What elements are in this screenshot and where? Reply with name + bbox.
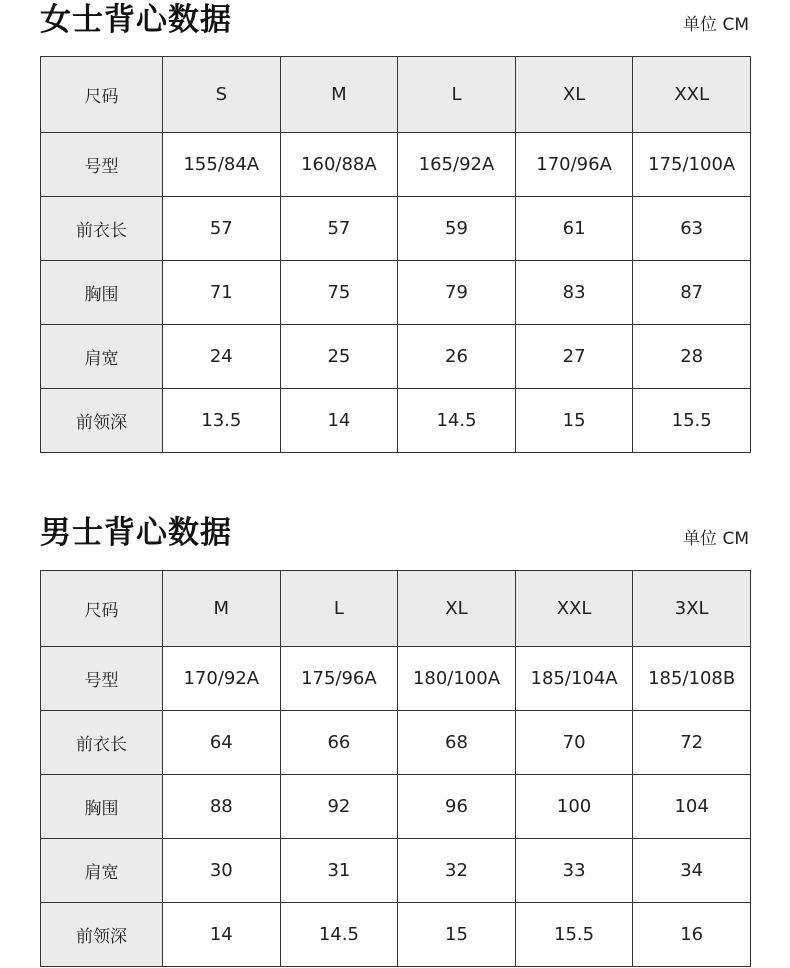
size-header-cell: L xyxy=(280,571,398,647)
table-cell: 92 xyxy=(280,775,398,839)
men-unit-label: 单位 CM xyxy=(683,529,749,549)
table-row xyxy=(41,647,751,711)
table-cell: 170/96A xyxy=(515,133,633,197)
size-header-row xyxy=(41,571,751,647)
table-cell: 66 xyxy=(280,711,398,775)
table-cell: 83 xyxy=(515,261,633,325)
men-section-title: 男士背心数据 xyxy=(40,515,232,551)
table-cell: 15 xyxy=(398,903,516,967)
table-cell: 185/104A xyxy=(515,647,633,711)
table-cell: 72 xyxy=(633,711,751,775)
size-header-cell: XXL xyxy=(633,57,751,133)
table-cell: 175/100A xyxy=(633,133,751,197)
table-cell: 61 xyxy=(515,197,633,261)
table-cell: 79 xyxy=(398,261,516,325)
row-label: 号型 xyxy=(41,647,163,711)
table-cell: 14.5 xyxy=(398,389,516,453)
size-header-row xyxy=(41,57,751,133)
row-label: 胸围 xyxy=(41,775,163,839)
size-header-cell: 3XL xyxy=(633,571,751,647)
table-cell: 25 xyxy=(280,325,398,389)
table-cell: 165/92A xyxy=(398,133,516,197)
table-cell: 30 xyxy=(163,839,281,903)
table-cell: 16 xyxy=(633,903,751,967)
table-cell: 57 xyxy=(280,197,398,261)
table-cell: 68 xyxy=(398,711,516,775)
table-cell: 15.5 xyxy=(633,389,751,453)
table-cell: 155/84A xyxy=(163,133,281,197)
table-cell: 87 xyxy=(633,261,751,325)
table-cell: 15 xyxy=(515,389,633,453)
table-row xyxy=(41,839,751,903)
table-cell: 24 xyxy=(163,325,281,389)
table-row xyxy=(41,903,751,967)
table-cell: 14 xyxy=(280,389,398,453)
size-header-label: 尺码 xyxy=(41,571,163,647)
size-header-cell: XL xyxy=(515,57,633,133)
row-label: 号型 xyxy=(41,133,163,197)
women-size-table xyxy=(40,56,751,453)
men-size-table xyxy=(40,570,751,967)
table-cell: 15.5 xyxy=(515,903,633,967)
row-label: 前领深 xyxy=(41,389,163,453)
size-header-cell: XL xyxy=(398,571,516,647)
table-cell: 63 xyxy=(633,197,751,261)
table-row xyxy=(41,711,751,775)
table-row xyxy=(41,775,751,839)
row-label: 前衣长 xyxy=(41,197,163,261)
table-cell: 59 xyxy=(398,197,516,261)
table-cell: 57 xyxy=(163,197,281,261)
table-cell: 175/96A xyxy=(280,647,398,711)
table-cell: 185/108B xyxy=(633,647,751,711)
table-cell: 75 xyxy=(280,261,398,325)
table-cell: 71 xyxy=(163,261,281,325)
table-cell: 27 xyxy=(515,325,633,389)
size-header-cell: S xyxy=(163,57,281,133)
table-cell: 26 xyxy=(398,325,516,389)
row-label: 肩宽 xyxy=(41,325,163,389)
table-cell: 13.5 xyxy=(163,389,281,453)
row-label: 肩宽 xyxy=(41,839,163,903)
table-cell: 64 xyxy=(163,711,281,775)
table-row xyxy=(41,389,751,453)
size-header-cell: XXL xyxy=(515,571,633,647)
size-header-label: 尺码 xyxy=(41,57,163,133)
row-label: 前领深 xyxy=(41,903,163,967)
table-cell: 170/92A xyxy=(163,647,281,711)
women-section-title: 女士背心数据 xyxy=(40,2,232,38)
table-row xyxy=(41,133,751,197)
table-cell: 70 xyxy=(515,711,633,775)
table-cell: 104 xyxy=(633,775,751,839)
table-cell: 180/100A xyxy=(398,647,516,711)
table-cell: 88 xyxy=(163,775,281,839)
table-cell: 33 xyxy=(515,839,633,903)
table-cell: 28 xyxy=(633,325,751,389)
table-cell: 31 xyxy=(280,839,398,903)
table-cell: 160/88A xyxy=(280,133,398,197)
table-row xyxy=(41,197,751,261)
row-label: 胸围 xyxy=(41,261,163,325)
table-cell: 34 xyxy=(633,839,751,903)
women-unit-label: 单位 CM xyxy=(683,15,749,35)
table-row xyxy=(41,325,751,389)
table-cell: 14.5 xyxy=(280,903,398,967)
table-cell: 96 xyxy=(398,775,516,839)
table-row xyxy=(41,261,751,325)
table-cell: 32 xyxy=(398,839,516,903)
row-label: 前衣长 xyxy=(41,711,163,775)
table-cell: 100 xyxy=(515,775,633,839)
size-header-cell: L xyxy=(398,57,516,133)
size-header-cell: M xyxy=(280,57,398,133)
table-cell: 14 xyxy=(163,903,281,967)
size-header-cell: M xyxy=(163,571,281,647)
